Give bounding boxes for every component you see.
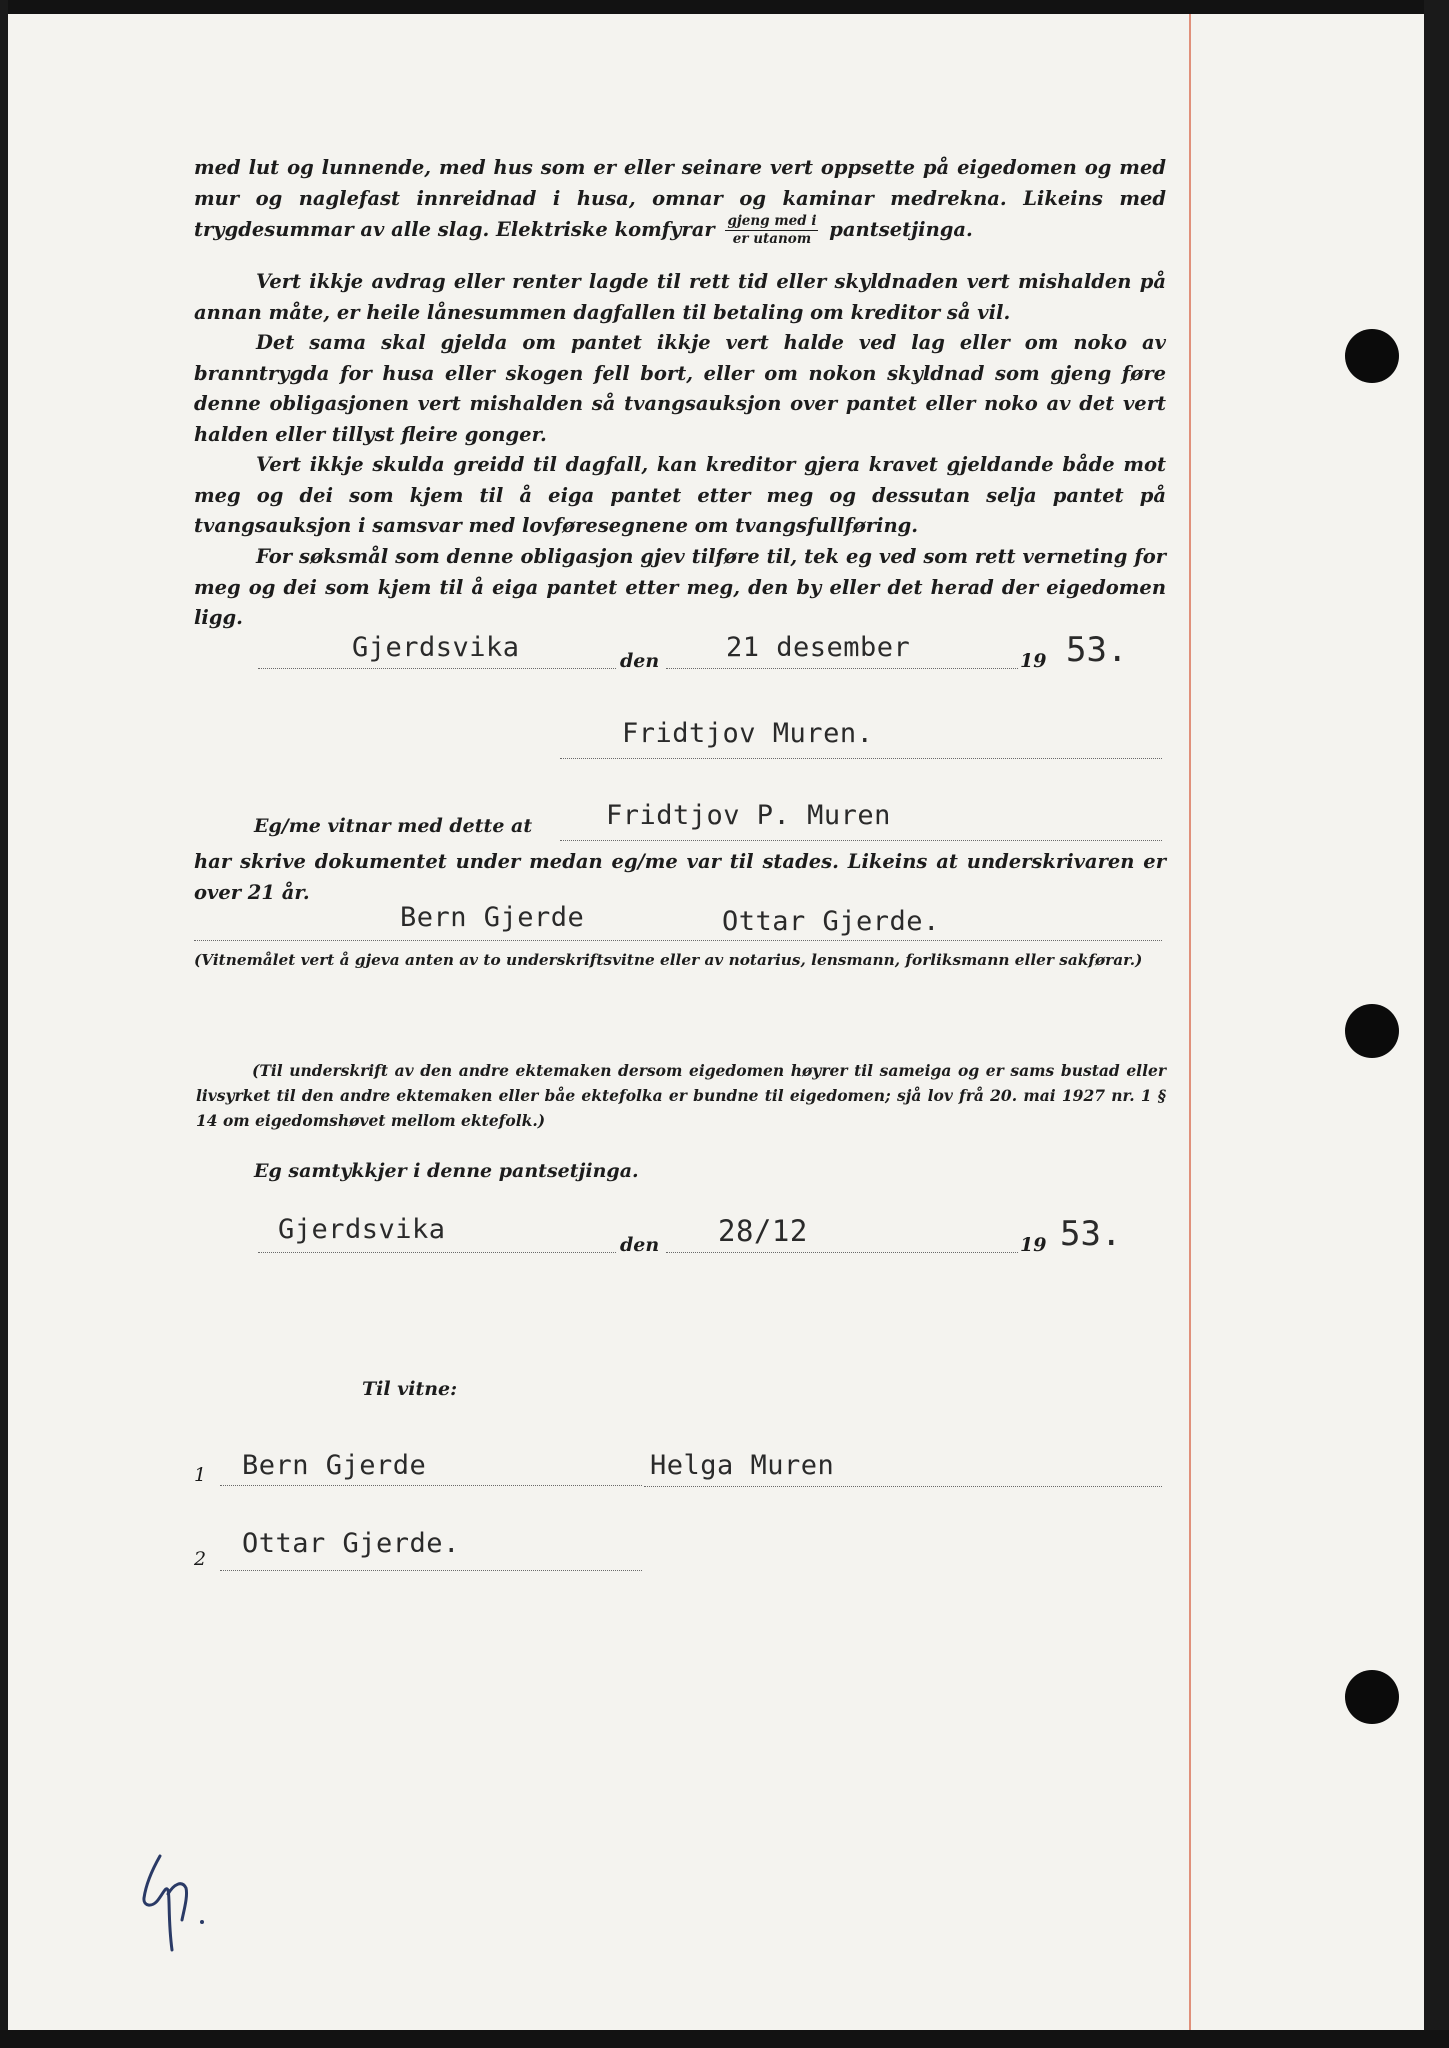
date-2: 28/12	[718, 1214, 808, 1248]
paragraph-collateral-text: med lut og lunnende, med hus som er eller seinare vert oppsette på eigedomen og med mur og naglefast innreidnad i husa, omnar og kaminar medrekna. Likeins med trygdesummar av alle slag. Elektriske komfyrar	[194, 156, 1166, 241]
paragraph-due: Vert ikkje skulda greidd til dagfall, kan kreditor gjera kravet gjeldande både mot meg og dei som kjem til å eiga pantet etter meg og dessutan selja pantet på tvangsauksjon i samsvar med lovføresegnene om tvangsfullføring.	[194, 453, 1166, 537]
signature-line-1	[560, 758, 1162, 759]
signature-1: Fridtjov Muren.	[622, 718, 874, 749]
place-line-1	[258, 668, 616, 669]
stove-fraction	[725, 214, 818, 247]
witness-1: Bern Gjerde	[400, 902, 585, 933]
year-2: 53.	[1060, 1214, 1122, 1254]
scan-border-top	[0, 0, 1449, 14]
til-vitne-line-1	[220, 1485, 642, 1486]
spouse-signature: Helga Muren	[650, 1450, 835, 1481]
til-vitne-label: Til vitne:	[362, 1378, 458, 1400]
handwritten-initials	[138, 1850, 208, 1960]
paragraph-collateral	[194, 153, 1166, 247]
witness-2: Ottar Gjerde.	[722, 906, 940, 937]
paragraph-default: Vert ikkje avdrag eller renter lagde til rett tid eller skyldnaden vert mishalden på annan måte, er heile lånesummen dagfallen til betaling om kreditor så vil.	[194, 270, 1166, 324]
til-vitne-witness-1: Bern Gjerde	[242, 1450, 427, 1481]
spouse-note: (Til underskrift av den andre ektemaken dersom eigedomen høyrer til sameiga og er sams bustad eller livsyrket til den andre ektemaken eller båe ektefolka er bundne til eigedomen; sjå lov frå 20. mai 1927 nr. 1 § 14 om eigedomshøvet mellom ektefolk.)	[196, 1061, 1166, 1130]
year-prefix-1: 19	[1020, 650, 1047, 672]
witness-signature-line	[194, 940, 1162, 941]
fraction-bottom: er utanom	[732, 231, 812, 247]
paragraph-insurance: Det sama skal gjelda om pantet ikkje vert halde ved lag eller om noko av branntrygda for husa eller skogen fell bort, eller om nokon skyldnad som gjeng føre denne obligasjonen vert mishalden så tvangsauksjon over pantet eller noko av det vert halden eller tillyst fleire gonger.	[194, 331, 1166, 446]
witness-subject-name: Fridtjov P. Muren	[606, 800, 891, 831]
til-vitne-witness-2: Ottar Gjerde.	[242, 1528, 460, 1559]
scan-border-left	[0, 0, 8, 2048]
til-vitne-line-2	[220, 1570, 642, 1571]
den-label-1: den	[620, 650, 660, 672]
paragraph-venue: For søksmål som denne obligasjon gjev tilføre til, tek eg ved som rett verneting for meg og dei som kjem til å eiga pantet etter meg, den by eller det herad der eigedomen ligg.	[194, 545, 1166, 629]
date-1: 21 desember	[726, 632, 911, 663]
scan-border-right	[1424, 0, 1449, 2048]
den-label-2: den	[620, 1234, 660, 1256]
year-prefix-2: 19	[1020, 1234, 1047, 1256]
paragraph-collateral-end: pantsetjinga.	[829, 218, 973, 241]
spouse-consent: Eg samtykkjer i denne pantsetjinga.	[254, 1160, 639, 1182]
witness-row-1-number: 1	[194, 1464, 207, 1486]
witness-name-line	[560, 840, 1162, 841]
place-1: Gjerdsvika	[352, 632, 520, 663]
punch-hole-middle	[1345, 1004, 1399, 1058]
date-line-2	[666, 1252, 1018, 1253]
date-line-1	[666, 668, 1018, 669]
witness-intro: Eg/me vitnar med dette at	[254, 815, 533, 837]
witness-text: har skrive dokumentet under medan eg/me var til stades. Likeins at underskrivaren er over 21 år.	[194, 850, 1166, 904]
spouse-signature-line	[644, 1486, 1162, 1487]
punch-hole-bottom	[1345, 1670, 1399, 1724]
year-1: 53.	[1066, 630, 1128, 670]
witness-row-2-number: 2	[194, 1548, 207, 1570]
fraction-top: gjeng med i	[727, 213, 817, 229]
place-line-2	[258, 1252, 616, 1253]
witness-note: (Vitnemålet vert å gjeva anten av to underskriftsvitne eller av notarius, lensmann, forliksmann eller sakførar.)	[194, 951, 1143, 969]
margin-rule	[1189, 14, 1191, 2030]
punch-hole-top	[1345, 329, 1399, 383]
place-2: Gjerdsvika	[278, 1214, 446, 1245]
scan-border-bottom	[0, 2030, 1449, 2048]
